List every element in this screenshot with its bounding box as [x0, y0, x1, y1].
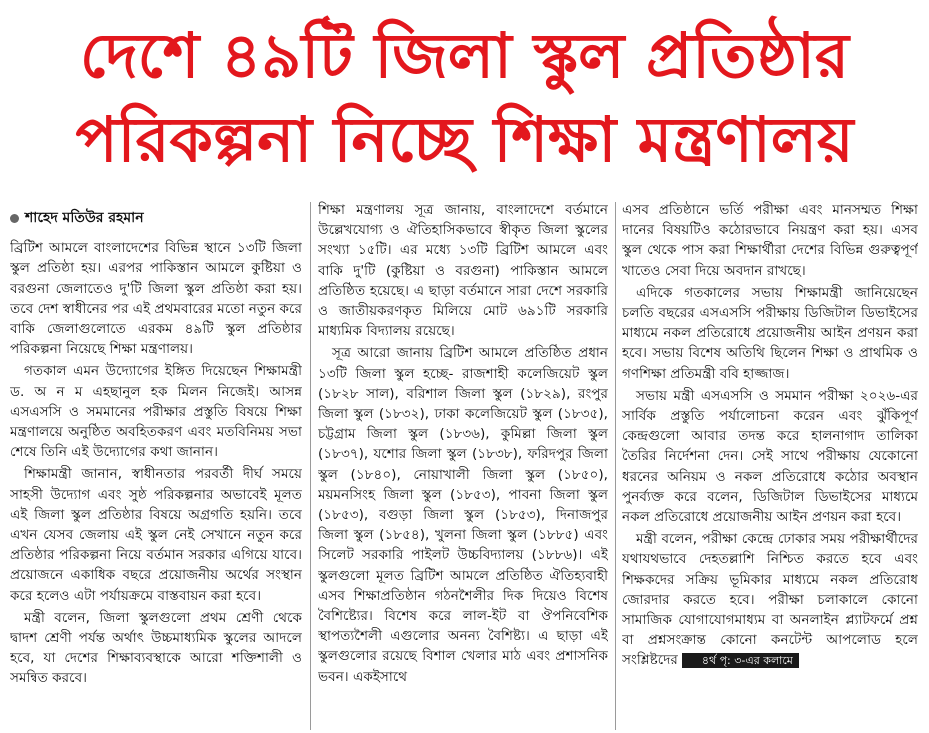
article-column-2: [318, 200, 608, 733]
headline-line-2: পরিকল্পনা নিচ্ছে শিক্ষা মন্ত্রণালয়: [75, 103, 854, 176]
paragraph: ব্রিটিশ আমলে বাংলাদেশের বিভিন্ন স্থানে ১৩টি জিলা স্কুল প্রতিষ্ঠা হয়। এরপর পাকিস্তান আমলে কুষ্টিয়া ও বরগুনা জেলাতেও দু'টি জিলা স্কুল প্রতিষ্ঠা করা হয়। তবে দেশ স্বাধীনের পর এই প্রথমবারের মতো নতুন করে বাকি জেলাগুলোতে এরকম ৪৯টি স্কুল প্রতিষ্ঠার পরিকল্পনা নিয়েছে শিক্ষা মন্ত্রণালয়।: [10, 240, 302, 358]
paragraph: [622, 529, 918, 670]
paragraph-text: মন্ত্রী বলেন, পরীক্ষা কেন্দ্রে ঢোকার সময় পরীক্ষার্থীদের যথাযথভাবে দেহতল্লাশি নিশ্চিত করতে হবে এবং শিক্ষকদের সক্রিয় ভূমিকার মাধ্যমে নকল প্রতিরোধ জোরদার করতে হবে। পরীক্ষা চলাকালে কোনো সামাজিক যোগাযোগমাধ্যম বা অনলাইন প্ল্যাটফর্মে প্রশ্ন বা প্রশ্নসংক্রান্ত কোনো কনটেন্ট আপলোড হলে সংশ্লিষ্টদের: [622, 531, 918, 669]
headline: [0, 0, 929, 192]
paragraph: শিক্ষামন্ত্রী জানান, স্বাধীনতার পরবর্তী দীর্ঘ সময়ে সাহসী উদ্যোগ এবং সুষ্ঠ পরিকল্পনার অভাবেই মূলত এই জিলা স্কুল প্রতিষ্ঠার বিষয়ে অগ্রগতি হয়নি। তবে এখন যেসব জেলায় এই স্কুল নেই সেখানে নতুন করে প্রতিষ্ঠার পরিকল্পনা নিয়ে বর্তমান সরকার এগিয়ে যাবে। প্রয়োজনে একাধিক বছরে প্রয়োজনীয় অর্থের সংস্থান করে হলেও এটা পর্যায়ক্রমে বাস্তবায়ন করা হবে।: [10, 466, 302, 604]
continuation-jump-label: ৪র্থ পৃ: ৩-এর কলামে: [682, 653, 799, 668]
article-column-1: [10, 200, 302, 733]
paragraph: এসব প্রতিষ্ঠানে ভর্তি পরীক্ষা এবং মানসম্মত শিক্ষা দানের বিষয়টিও কঠোরভাবে নিয়ন্ত্রণ করা হয়। এসব স্কুল থেকে পাস করা শিক্ষার্থীরা দেশের বিভিন্ন গুরুত্বপূর্ণ খাতেও সেবা দিয়ে অবদান রাখছে।: [622, 202, 918, 279]
paragraph: সভায় মন্ত্রী এসএসসি ও সমমান পরীক্ষা ২০২৬-এর সার্বিক প্রস্তুতি পর্যালোচনা করেন এবং ঝুঁকিপূর্ণ কেন্দ্রগুলো আবার তদন্ত করে হালনাগাদ তালিকা তৈরির নির্দেশনা দেন। সেই সাথে পরীক্ষায় যেকোনো ধরনের অনিয়ম ও নকল প্রতিরোধে কঠোর অবস্থান পুনর্ব্যক্ত করে বলেন, ডিজিটাল ডিভাইসের মাধ্যমে নকল প্রতিরোধে প্রয়োজনীয় আইন প্রণয়ন করা হবে।: [622, 387, 918, 526]
paragraph: এদিকে গতকালের সভায় শিক্ষামন্ত্রী জানিয়েছেন চলতি বছরের এসএসসি পরীক্ষায় ডিজিটাল ডিভাইসের মাধ্যমে নকল প্রতিরোধে প্রয়োজনীয় আইন প্রণয়ন করা হবে। সভায় বিশেষ অতিথি ছিলেন শিক্ষা ও প্রাথমিক ও গণশিক্ষা প্রতিমন্ত্রী ববি হাজ্জাজ।: [622, 284, 918, 382]
byline-author: শাহেদ মতিউর রহমান: [25, 210, 144, 226]
byline: [10, 208, 302, 228]
headline-line-1: দেশে ৪৯টি জিলা স্কুল প্রতিষ্ঠার: [80, 19, 849, 92]
article-column-3: [622, 200, 918, 733]
article-body: [0, 200, 929, 733]
bullet-icon: [10, 214, 19, 223]
paragraph: শিক্ষা মন্ত্রণালয় সূত্র জানায়, বাংলাদেশে বর্তমানে উল্লেখযোগ্য ও ঐতিহাসিকভাবে স্বীকৃত জিলা স্কুলের সংখ্যা ১৫টি। এর মধ্যে ১৩টি ব্রিটিশ আমলে এবং বাকি দু'টি (কুষ্টিয়া ও বরগুনা) পাকিস্তান আমলে প্রতিষ্ঠিত হয়েছে। এ ছাড়া বর্তমানে সারা দেশে সরকারি ও জাতীয়করণকৃত মিলিয়ে মোট ৬৯১টি সরকারি মাধ্যমিক বিদ্যালয় রয়েছে।: [318, 202, 608, 340]
paragraph: গতকাল এমন উদ্যোগের ইঙ্গিত দিয়েছেন শিক্ষামন্ত্রী ড. অ ন ম এহছানুল হক মিলন নিজেই। আসন্ন এসএসসি ও সমমানের পরীক্ষার প্রস্তুতি বিষয়ে শিক্ষা মন্ত্রণালয়ে অনুষ্ঠিত অবহিতকরণ এবং মতবিনিময় সভা শেষে তিনি এই উদ্যোগের কথা জানান।: [10, 363, 302, 461]
paragraph: মন্ত্রী বলেন, জিলা স্কুলগুলো প্রথম শ্রেণী থেকে দ্বাদশ শ্রেণী পর্যন্ত অর্থাৎ উচ্চমাধ্যমিক স্কুলের আদলে হবে, যা দেশের শিক্ষাব্যবস্থাকে আরো শক্তিশালী ও সমন্বিত করবে।: [10, 609, 302, 687]
paragraph: সূত্র আরো জানায় ব্রিটিশ আমলে প্রতিষ্ঠিত প্রধান ১৩টি জিলা স্কুল হচ্ছে- রাজশাহী কলেজিয়েট স্কুল (১৮২৮ সাল), বরিশাল জিলা স্কুল (১৮২৯), রংপুর জিলা স্কুল (১৮৩২), ঢাকা কলেজিয়েট স্কুল (১৮৩৫), চট্টগ্রাম জিলা স্কুল (১৮৩৬), কুমিল্লা জিলা স্কুল (১৮৩৭), যশোর জিলা স্কুল (১৮৩৮), ফরিদপুর জিলা স্কুল (১৮৪০), নোয়াখালী জিলা স্কুল (১৮৫০), ময়মনসিংহ জিলা স্কুল (১৮৫৩), পাবনা জিলা স্কুল (১৮৫৩), বগুড়া জিলা স্কুল (১৮৫৩), দিনাজপুর জিলা স্কুল (১৮৫৪), খুলনা জিলা স্কুল (১৮৮৫) এবং সিলেট সরকারি পাইলট উচ্চবিদ্যালয় (১৮৮৬)। এই স্কুলগুলো মূলত ব্রিটিশ আমলে প্রতিষ্ঠিত ঐতিহ্যবাহী এসব শিক্ষাপ্রতিষ্ঠান গঠনশৈলীর দিক দিয়েও বিশেষ বৈশিষ্ট্যের। বিশেষ করে লাল-ইট বা ঔপনিবেশিক স্থাপত্যশৈলী এগুলোর অনন্য বৈশিষ্ট্য। এ ছাড়া এই স্কুলগুলোর রয়েছে বিশাল খেলার মাঠ এবং প্রশাসনিক ভবন। একইসাথে: [318, 345, 608, 685]
